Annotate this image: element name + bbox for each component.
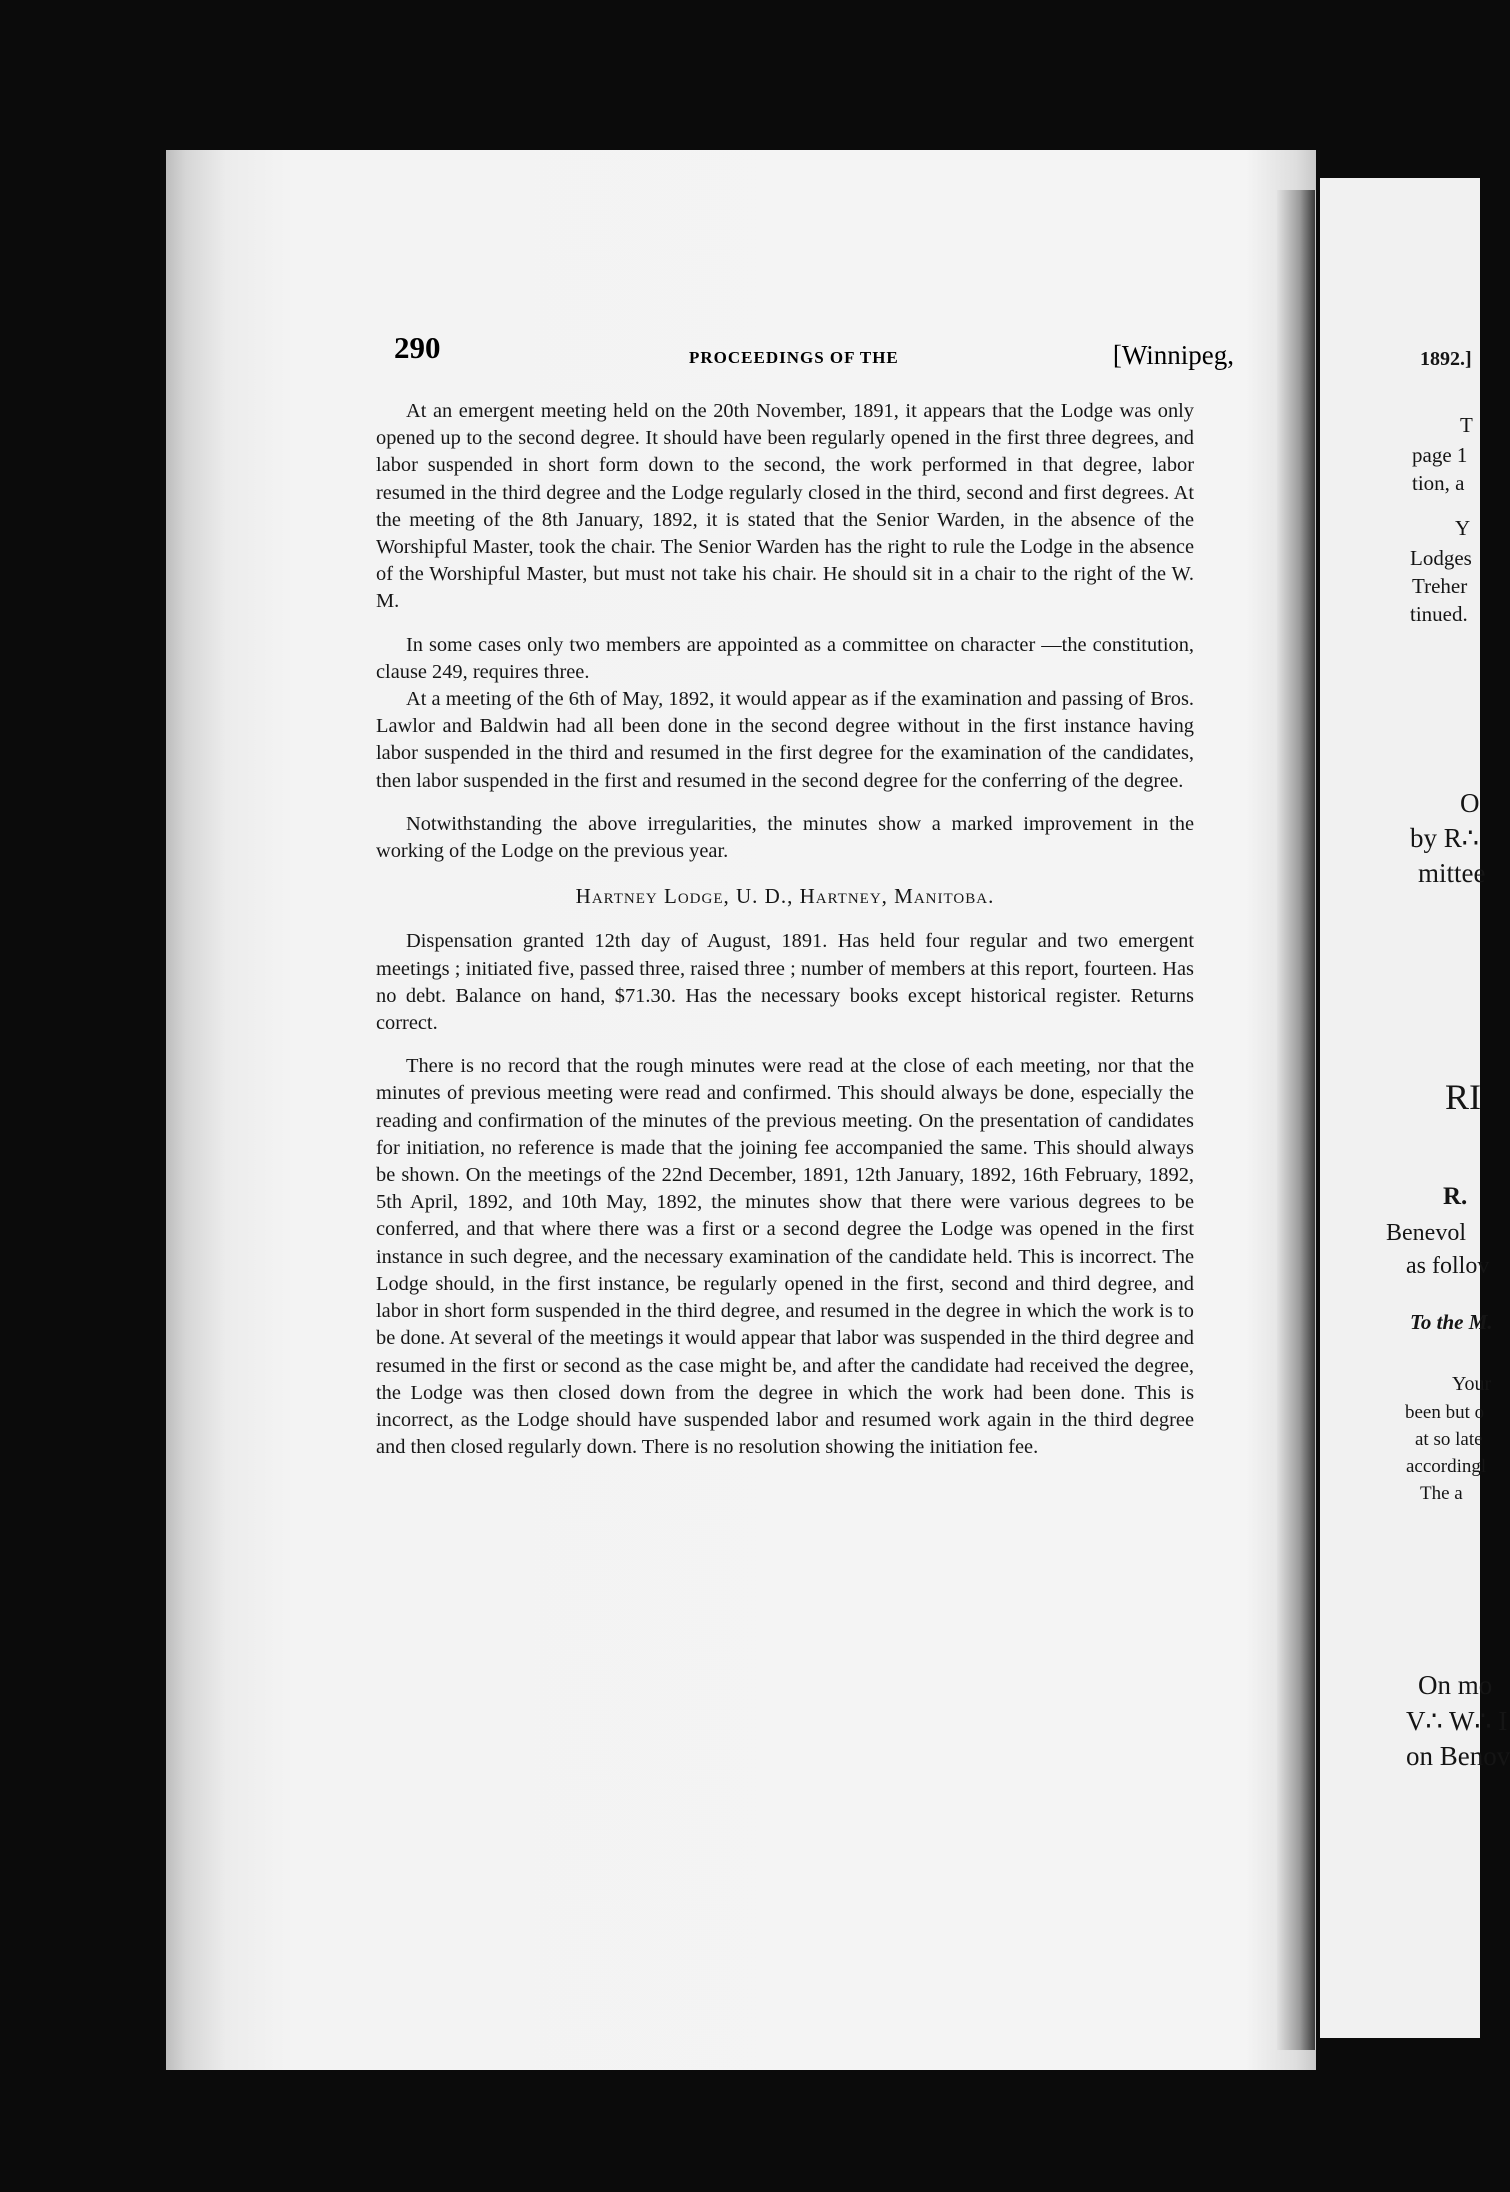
lodge-heading: Hartney Lodge, U. D., Hartney, Manitoba. [575,884,995,909]
right-fragment: RI [1445,1077,1481,1117]
right-fragment: at so late [1415,1429,1483,1450]
right-fragment: O [1460,788,1480,818]
paragraph: In some cases only two members are appointed as a committee on character —the constitution, clause 249, requires three. [376,633,1194,683]
right-fragment: been but o [1405,1402,1485,1423]
right-fragment: Y [1455,516,1471,540]
page-header [374,330,1234,374]
right-fragment: page 1 [1412,443,1468,467]
right-fragment: To the M. [1410,1310,1493,1334]
right-fragment: on Benov [1406,1741,1510,1771]
page-number: 290 [394,330,441,365]
right-fragment: tinued. [1410,602,1468,626]
right-fragment: 1892.] [1420,348,1472,370]
right-fragment: accordingl [1406,1456,1487,1477]
paragraph: Dispensation granted 12th day of August, 1891. Has held four regular and two emergent meetings ; initiated five, passed three, raised three ; number of members at this report, fourteen. Has no debt. Balance on hand, $71.30. Has the necessary books except historical register. Returns correct. [376,930,1194,1035]
right-fragment: as follov [1406,1253,1490,1279]
paragraph: At a meeting of the 6th of May, 1892, it would appear as if the examination and passing of Bros. Lawlor and Baldwin had all been done in the second degree without in the first instance having labor suspended in the third and resumed in the first degree for the examination of the candidates, then labor suspended in the first and resumed in the second degree for the conferring of the degree. [376,688,1194,792]
right-page [1320,178,1510,2038]
paragraph: At an emergent meeting held on the 20th November, 1891, it appears that the Lodge was only opened up to the second degree. It should have been regularly opened in the first three degrees, and labor suspended in short form down to the second, the work performed in that degree, labor resumed in the third degree and the Lodge regularly closed in the third, second and first degrees. At the meeting of the 8th January, 1892, it is stated that the Senior Warden, in the absence of the Worshipful Master, took the chair. The Senior Warden has the right to rule the Lodge in the absence of the Worshipful Master, but must not take his chair. He should sit in a chair to the right of the W. M. [376,400,1194,613]
right-fragment: mittee [1418,858,1486,888]
right-fragment: Lodges [1410,546,1472,570]
right-fragment: tion, a [1412,471,1465,495]
book-spine [1277,190,1315,2050]
right-fragment: Your [1452,1373,1492,1395]
running-title: PROCEEDINGS OF THE [689,348,899,367]
running-right: [Winnipeg, [1112,340,1234,370]
main-text [376,398,1194,1461]
right-fragment: V∴ W∴ I [1406,1706,1508,1736]
right-fragment: R. [1443,1183,1468,1210]
right-fragment: Treher [1412,574,1468,598]
right-fragment: On mo [1418,1670,1493,1700]
right-fragment: by R∴ [1410,823,1479,853]
paragraph: Notwithstanding the above irregularities, the minutes show a marked improvement in the working of the Lodge on the previous year. [376,812,1194,863]
paragraph: There is no record that the rough minutes were read at the close of each meeting, nor that the minutes of previous meeting were read and confirmed. This should always be done, especially the reading and confirmation of the minutes of the previous meeting. On the presentation of candidates for initiation, no reference is made that the joining fee accompanied the same. This should always be shown. On the meetings of the 22nd December, 1891, 12th January, 1892, 16th February, 1892, 5th April, 1892, and 10th May, 1892, the minutes show that there were various degrees to be conferred, and that where there was a first or a second degree the Lodge was opened in the first instance in such degree, and the necessary examination of the candidate held. This is incorrect. The Lodge should, in the first instance, be regularly opened in the first, second and third degree, and labor in short form suspended in the third degree, and resumed in the degree in which the work is to be done. At several of the meetings it would appear that labor was suspended in the third degree and resumed in the first or second as the case might be, and after the candidate had received the degree, the Lodge was then closed down from the degree in which the work had been done. This is incorrect, as the Lodge should have suspended labor and resumed work again in the third degree and then closed regularly down. There is no resolution showing the initiation fee. [376,1055,1194,1459]
right-fragment: Benevol [1386,1220,1466,1246]
right-fragment: The a [1420,1483,1463,1504]
right-fragment: T [1460,413,1473,437]
